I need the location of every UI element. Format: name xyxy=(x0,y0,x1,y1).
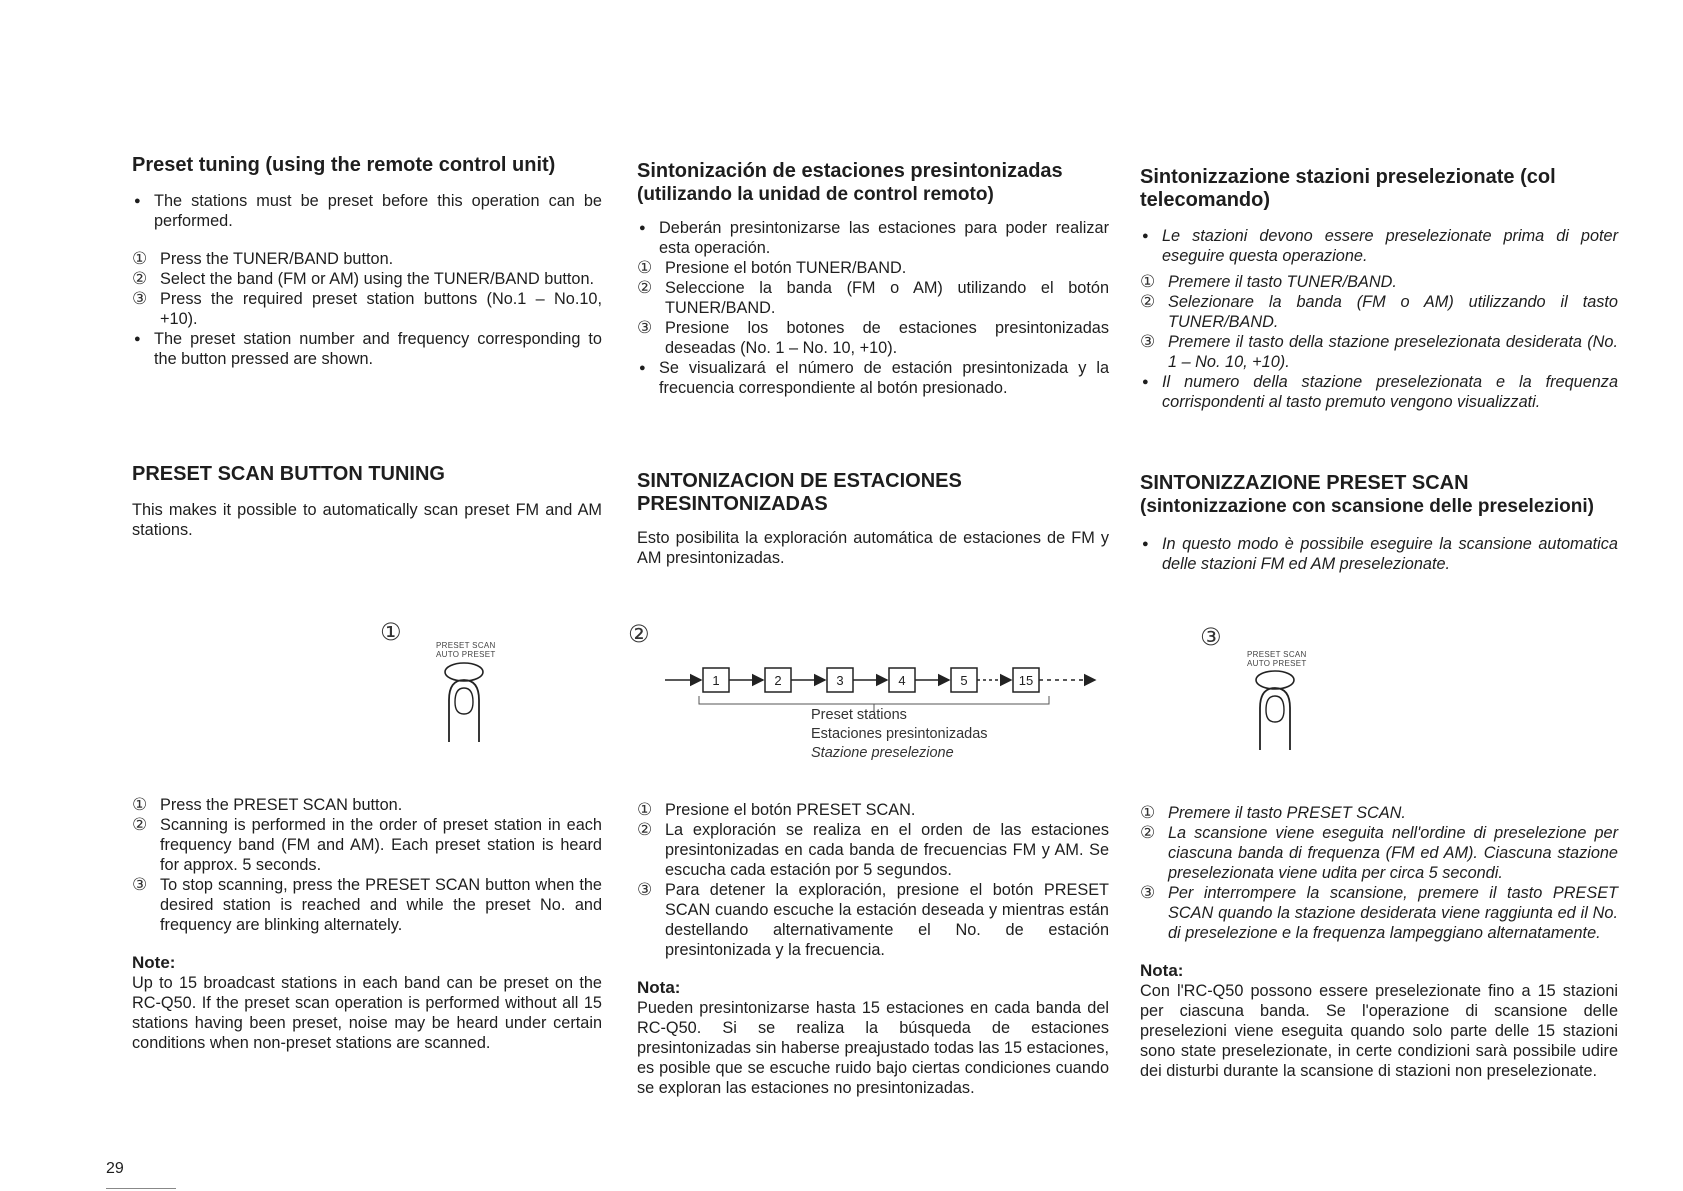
es-preset-subheading: (utilizando la unidad de control remoto) xyxy=(637,184,994,205)
en-preset-bullet-1: ● The stations must be preset before this operation can be performed. xyxy=(132,191,602,231)
it-scan-step-3: ③ Per interrompere la scansione, premere il tasto PRESET SCAN quando la stazione desiderata viene raggiunta ed il No. di preselezione e la frequenza lampeggiano alternatamente. xyxy=(1140,883,1618,942)
en-preset-step-3: ③ Press the required preset station buttons (No.1 – No.10, +10). xyxy=(132,289,602,328)
preset-scan-button-label: PRESET SCAN AUTO PRESET xyxy=(436,641,496,659)
es-preset-step-3: ③ Presione los botones de estaciones presintonizadas deseadas (No. 1 – No. 10, +10). xyxy=(637,318,1109,357)
it-scan-bullet: ● In questo modo è possibile eseguire la scansione automatica delle stazioni FM ed AM preselezionate. xyxy=(1140,534,1618,574)
it-preset-step-2: ② Selezionare la banda (FM o AM) utilizzando il tasto TUNER/BAND. xyxy=(1140,292,1618,331)
en-preset-heading: Preset tuning (using the remote control unit) xyxy=(132,154,556,176)
preset-box-label-1: 1 xyxy=(712,673,720,688)
es-preset-step-2: ② Seleccione la banda (FM o AM) utilizando el botón TUNER/BAND. xyxy=(637,278,1109,317)
it-preset-section xyxy=(1140,166,1618,412)
finger-pressing-button-icon xyxy=(436,662,496,744)
preset-box-label-5: 5 xyxy=(960,673,968,688)
en-note-body: Up to 15 broadcast stations in each band can be preset on the RC-Q50. If the preset scan operation is performed without all 15 stations having been preset, noise may be heard under certain conditions when non-preset stations are scanned. xyxy=(132,974,602,1052)
en-scan-step-2: ② Scanning is performed in the order of preset station in each frequency band (FM and AM). Each preset station is heard for approx. 5 seconds. xyxy=(132,815,602,874)
label-en: Preset stations xyxy=(811,707,907,723)
it-scan-step-1: ① Premere il tasto PRESET SCAN. xyxy=(1140,803,1406,822)
step-marker-3: ③ xyxy=(132,289,148,308)
it-preset-step-3: ③ Premere il tasto della stazione preselezionata desiderata (No. 1 – No. 10, +10). xyxy=(1140,332,1618,371)
it-preset-step-1: ① Premere il tasto TUNER/BAND. xyxy=(1140,272,1397,291)
label-it: Stazione preselezione xyxy=(811,745,954,761)
preset-box-label-15: 15 xyxy=(1018,673,1034,688)
es-preset-step-1: ① Presione el botón TUNER/BAND. xyxy=(637,258,907,277)
it-note-title: Nota: xyxy=(1140,961,1184,980)
it-scan-subheading: (sintonizzazione con scansione delle preselezioni) xyxy=(1140,496,1594,517)
page-number: 29 xyxy=(106,1160,124,1177)
es-scan-step-1: ① Presione el botón PRESET SCAN. xyxy=(637,800,916,819)
en-preset-section xyxy=(132,154,602,369)
es-scan-intro: Esto posibilita la exploración automática de estaciones de FM y AM presintonizadas. xyxy=(637,529,1109,567)
it-scan-step-2: ② La scansione viene eseguita nell'ordine di preselezione per ciascuna banda di frequenza (FM ed AM). Ciascuna stazione preselezionata viene udita per circa 5 secondi. xyxy=(1140,823,1618,882)
es-note-body: Pueden presintonizarse hasta 15 estaciones en cada banda del RC-Q50. Si se realiza la búsqueda de estaciones presintonizadas sin haberse preajustado todas las 15 estaciones, es posible que se escuche ruido bajo ciertas condiciones cuando se exploran las estaciones no presintonizadas. xyxy=(637,999,1109,1097)
es-scan-step-3: ③ Para detener la exploración, presione el botón PRESET SCAN cuando escuche la estación deseada y mientras están destellando alternativamente el No. de estación presintonizada y la frecuencia. xyxy=(637,880,1109,959)
it-note-body: Con l'RC-Q50 possono essere preselezionate fino a 15 stazioni per ciascuna banda. Se l'operazione di scansione delle preselezioni viene eseguita quando solo parte delle 15 stazioni sono state preselezionate, in certe condizioni sarà possibile udire dei disturbi durante la scansione di stazioni non preselezionate. xyxy=(1140,982,1618,1080)
es-preset-heading: Sintonización de estaciones presintonizadas xyxy=(637,160,1063,182)
en-preset-step-1: ① Press the TUNER/BAND button. xyxy=(132,249,394,268)
stations-bracket xyxy=(699,696,1049,704)
it-scan-heading: SINTONIZZAZIONE PRESET SCAN xyxy=(1140,472,1469,494)
es-scan-heading: SINTONIZACION DE ESTACIONES PRESINTONIZADAS xyxy=(637,470,962,515)
figure-step-marker-2: ② xyxy=(628,621,650,648)
it-scan-steps xyxy=(1140,803,1618,1081)
es-scan-section xyxy=(637,470,1109,568)
it-scan-section xyxy=(1140,472,1618,574)
finger-pressing-button-icon-2 xyxy=(1247,670,1307,752)
label-es: Estaciones presintonizadas xyxy=(811,726,988,742)
preset-box-label-3: 3 xyxy=(836,673,844,688)
es-preset-section xyxy=(637,160,1109,398)
en-scan-step-1: ① Press the PRESET SCAN button. xyxy=(132,795,403,814)
figure-step-marker-1: ① xyxy=(380,619,402,646)
es-scan-step-2: ② La exploración se realiza en el orden de las estaciones presintonizadas en cada banda de frecuencias FM y AM. Se escucha cada estación por 5 segundos. xyxy=(637,820,1109,879)
step-marker-1: ① xyxy=(132,249,148,268)
it-preset-bullet-1: ● Le stazioni devono essere preselezionate prima di poter eseguire questa operazione. xyxy=(1140,226,1618,266)
step-marker-2: ② xyxy=(132,269,148,288)
en-scan-intro: This makes it possible to automatically scan preset FM and AM stations. xyxy=(132,501,602,539)
es-note-title: Nota: xyxy=(637,978,681,997)
es-scan-steps xyxy=(637,800,1109,1098)
preset-stations-label xyxy=(811,706,988,763)
footer-rule xyxy=(106,1188,176,1189)
en-scan-steps xyxy=(132,795,602,1053)
en-scan-heading: PRESET SCAN BUTTON TUNING xyxy=(132,463,445,485)
en-preset-bullet-2: ● The preset station number and frequency corresponding to the button pressed are shown. xyxy=(132,329,602,369)
es-preset-bullet-1: ● Deberán presintonizarse las estaciones para poder realizar esta operación. xyxy=(637,218,1109,258)
preset-box-label-4: 4 xyxy=(898,673,906,688)
es-preset-bullet-2: ● Se visualizará el número de estación presintonizada y la frecuencia correspondiente al botón presionado. xyxy=(637,358,1109,398)
it-preset-heading: Sintonizzazione stazioni preselezionate (col telecomando) xyxy=(1140,166,1556,211)
en-scan-section xyxy=(132,463,602,540)
preset-box-label-2: 2 xyxy=(774,673,782,688)
en-scan-step-3: ③ To stop scanning, press the PRESET SCAN button when the desired station is reached and while the preset No. and frequency are blinking alternately. xyxy=(132,875,602,934)
figure-step-marker-3: ③ xyxy=(1200,624,1222,651)
it-preset-bullet-2: ● Il numero della stazione preselezionata e la frequenza corrispondenti al tasto premuto vengono visualizzati. xyxy=(1140,372,1618,412)
preset-scan-button-label-2: PRESET SCAN AUTO PRESET xyxy=(1247,650,1307,668)
en-preset-step-2: ② Select the band (FM or AM) using the TUNER/BAND button. xyxy=(132,269,595,288)
en-note-title: Note: xyxy=(132,953,176,972)
